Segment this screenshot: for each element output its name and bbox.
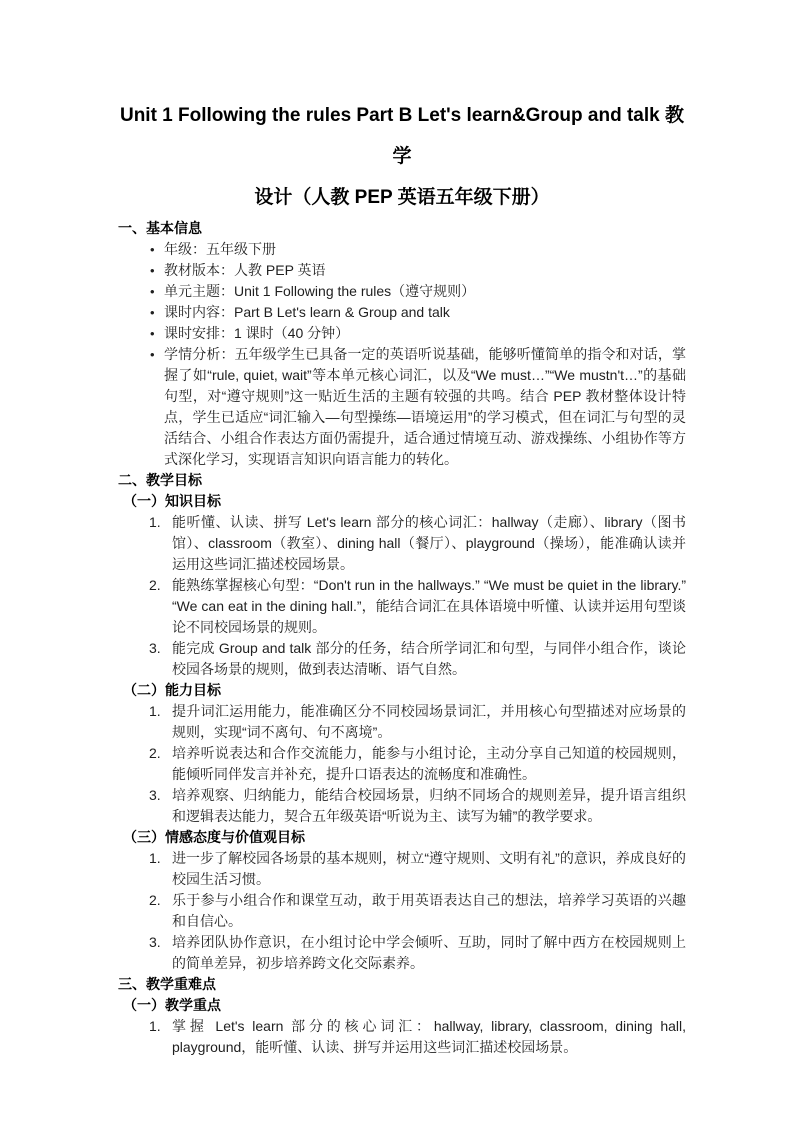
section-heading-basic-info: 一、基本信息 — [118, 220, 202, 236]
teaching-focus-list — [118, 1016, 686, 1058]
list-item — [118, 575, 686, 638]
emotion-goal-2: 乐于参与小组合作和课堂互动，敢于用英语表达自己的想法，培养学习英语的兴趣和自信心。 — [172, 892, 686, 929]
ability-goal-2: 培养听说表达和合作交流能力，能参与小组讨论，主动分享自己知道的校园规则，能倾听同伴发言并补充，提升口语表达的流畅度和准确性。 — [172, 745, 686, 782]
ability-goal-3: 培养观察、归纳能力，能结合校园场景，归纳不同场合的规则差异，提升语言组织和逻辑表达能力，契合五年级英语“听说为主、读写为辅”的教学要求。 — [172, 787, 686, 824]
ability-goal-1: 提升词汇运用能力，能准确区分不同校园场景词汇，并用核心句型描述对应场景的规则，实现“词不离句、句不离境”。 — [172, 703, 686, 740]
list-item — [118, 701, 686, 743]
bullet-marker: • — [150, 242, 155, 257]
knowledge-goals-list — [118, 512, 686, 680]
list-item — [118, 302, 686, 323]
knowledge-goal-2: 能熟练掌握核心句型：“Don't run in the hallways.” “We must be quiet in the library.” “We can eat in the dining hall.”，能结合词汇在具体语境中听懂、认读并运用句型谈论不同校园场景的规则。 — [172, 577, 686, 635]
list-item — [118, 638, 686, 680]
sub-heading-knowledge-goals: （一）知识目标 — [123, 493, 221, 509]
list-number: 2. — [149, 892, 161, 908]
list-item — [118, 281, 686, 302]
section-heading-key-points: 三、教学重难点 — [118, 976, 216, 992]
document-title-line-1: Unit 1 Following the rules Part B Let's learn&Group and talk 教学 — [119, 105, 685, 167]
list-number: 1. — [149, 703, 161, 719]
bullet-lesson-schedule: 课时安排：1 课时（40 分钟） — [164, 325, 350, 341]
list-number: 3. — [149, 934, 161, 950]
sub-heading-ability-goals: （二）能力目标 — [123, 682, 221, 698]
document-title — [118, 95, 686, 218]
list-number: 1. — [149, 850, 161, 866]
bullet-grade: 年级：五年级下册 — [164, 241, 276, 257]
sub-heading-teaching-focus: （一）教学重点 — [123, 997, 221, 1013]
bullet-marker: • — [150, 326, 155, 341]
document-title-line-2: 设计（人教 PEP 英语五年级下册） — [254, 187, 550, 208]
list-item — [118, 932, 686, 974]
list-item — [118, 323, 686, 344]
teaching-focus-1: 掌握 Let's learn 部分的核心词汇：hallway, library, classroom, dining hall, playground，能听懂、认读、拼写并运用这些词汇描述校园场景。 — [172, 1018, 686, 1055]
section-heading-teaching-goals: 二、教学目标 — [118, 472, 202, 488]
bullet-textbook-version: 教材版本：人教 PEP 英语 — [164, 262, 326, 278]
knowledge-goal-1: 能听懂、认读、拼写 Let's learn 部分的核心词汇：hallway（走廊）、library（图书馆）、classroom（教室）、dining hall（餐厅）、playground（操场），能准确认读并运用这些词汇描述校园场景。 — [172, 514, 686, 572]
emotion-goal-3: 培养团队协作意识，在小组讨论中学会倾听、互助，同时了解中西方在校园规则上的简单差异，初步培养跨文化交际素养。 — [172, 934, 686, 971]
bullet-unit-topic: 单元主题：Unit 1 Following the rules（遵守规则） — [164, 283, 476, 299]
list-item — [118, 890, 686, 932]
list-item — [118, 785, 686, 827]
basic-info-bullet-list — [118, 239, 686, 470]
list-item — [118, 239, 686, 260]
list-number: 3. — [149, 640, 161, 656]
list-number: 3. — [149, 787, 161, 803]
emotion-goal-1: 进一步了解校园各场景的基本规则，树立“遵守规则、文明有礼”的意识，养成良好的校园生活习惯。 — [172, 850, 686, 887]
sub-heading-emotion-goals: （三）情感态度与价值观目标 — [123, 829, 305, 845]
bullet-marker: • — [150, 263, 155, 278]
list-number: 2. — [149, 577, 161, 593]
list-item — [118, 344, 686, 470]
bullet-lesson-content: 课时内容：Part B Let's learn & Group and talk — [164, 304, 450, 320]
list-item — [118, 260, 686, 281]
list-number: 2. — [149, 745, 161, 761]
bullet-learner-analysis: 学情分析：五年级学生已具备一定的英语听说基础，能够听懂简单的指令和对话，掌握了如“rule, quiet, wait”等本单元核心词汇，以及“We must…”“We mustn't…”的基础句型，对“遵守规则”这一贴近生活的主题有较强的共鸣。结合 PEP 教材整体设计特点，学生已适应“词汇输入—句型操练—语境运用”的学习模式，但在词汇与句型的灵活结合、小组合作表达方面仍需提升，适合通过情境互动、游戏操练、小组协作等方式深化学习，实现语言知识向语言能力的转化。 — [164, 346, 686, 467]
bullet-marker: • — [150, 347, 155, 362]
knowledge-goal-3: 能完成 Group and talk 部分的任务，结合所学词汇和句型，与同伴小组合作，谈论校园各场景的规则，做到表达清晰、语气自然。 — [172, 640, 686, 677]
bullet-marker: • — [150, 305, 155, 320]
list-item — [118, 1016, 686, 1058]
bullet-marker: • — [150, 284, 155, 299]
list-item — [118, 848, 686, 890]
list-item — [118, 512, 686, 575]
ability-goals-list — [118, 701, 686, 827]
list-item — [118, 743, 686, 785]
list-number: 1. — [149, 514, 161, 530]
emotion-goals-list — [118, 848, 686, 974]
list-number: 1. — [149, 1018, 161, 1034]
